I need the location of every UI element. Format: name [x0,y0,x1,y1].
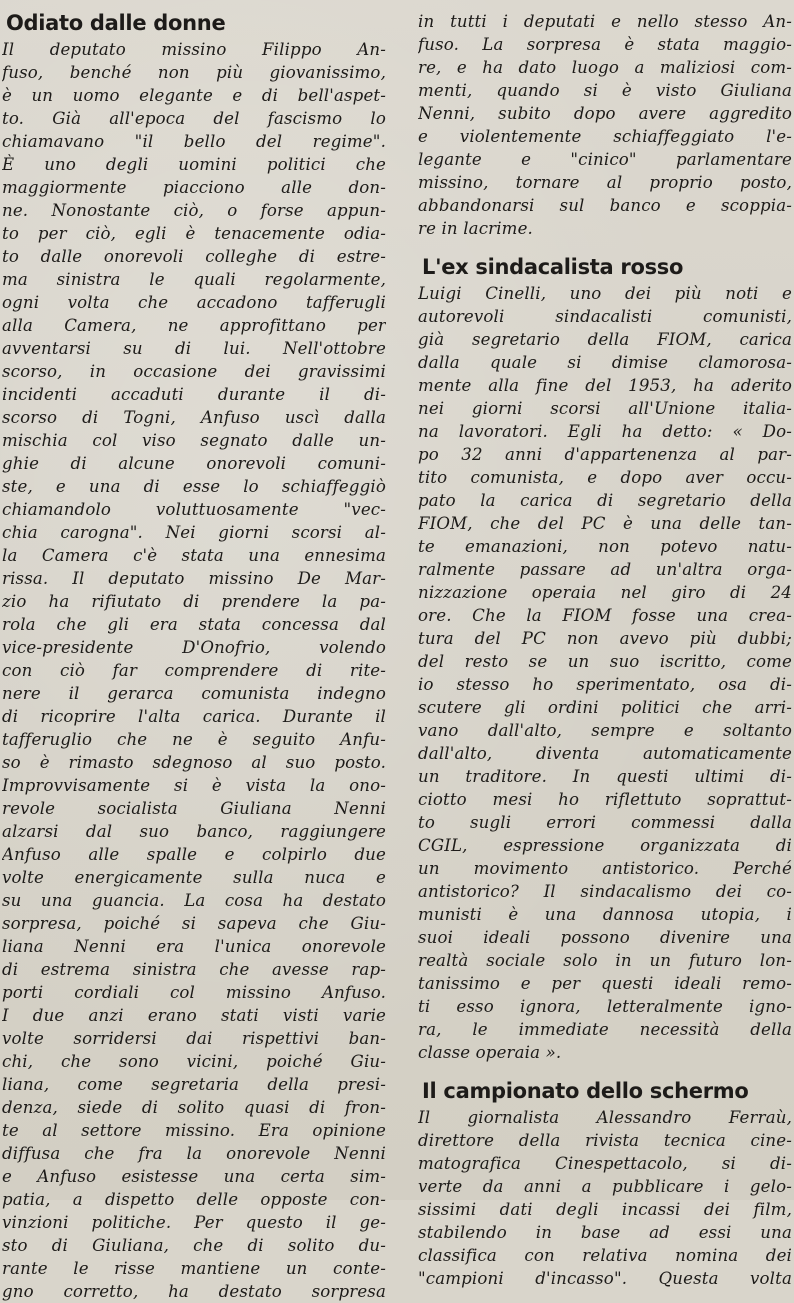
text-line: revole socialista Giuliana Nenni [2,799,386,818]
text-line: re, e ha dato luogo a maliziosi com- [418,58,792,77]
text-line: antistorico? Il sindacalismo dei co- [418,882,792,901]
text-line: volte sorridersi dai rispettivi ban- [2,1029,386,1048]
text-line: liana Nenni era l'unica onorevole [2,937,386,956]
text-line: menti, quando si è visto Giuliana [418,81,792,100]
text-line: porti cordiali col missino Anfuso. [2,983,386,1002]
text-line: classifica con relativa nomina dei [418,1246,792,1265]
headline-odiato-dalle-donne: Odiato dalle donne [6,11,226,35]
text-line: chiamandolo voluttuosamente "vec- [2,500,386,519]
text-line: so è rimasto sdegnoso al suo posto. [2,753,386,772]
text-line: vano dall'alto, sempre e soltanto [418,721,792,740]
text-line: è un uomo elegante e di bell'aspet- [2,86,386,105]
text-line: fuso, benché non più giovanissimo, [2,63,386,82]
text-line: ne. Nonostante ciò, o forse appun- [2,201,386,220]
headline-ex-sindacalista-rosso: L'ex sindacalista rosso [422,255,684,279]
text-line: nei giorni scorsi all'Unione italia- [418,399,792,418]
text-line: con ciò far comprendere di rite- [2,661,386,680]
article-body-campionato [418,1106,792,1290]
text-line: Nenni, subito dopo avere aggredito [418,104,792,123]
text-line: rissa. Il deputato missino De Mar- [2,569,386,588]
text-line: "campioni d'incasso". Questa volta [418,1269,792,1288]
text-line: già segretario della FIOM, carica [418,330,792,349]
text-line: ti esso ignora, letteralmente igno- [418,997,792,1016]
text-line: abbandonarsi sul banco e scoppia- [418,196,792,215]
left-column [2,10,386,1303]
text-line: alzarsi dal suo banco, raggiungere [2,822,386,841]
text-line: sto di Giuliana, che di solito du- [2,1236,386,1255]
text-line: to sugli errori commessi dalla [418,813,792,832]
text-line: I due anzi erano stati visti varie [2,1006,386,1025]
text-line: maggiormente piacciono alle don- [2,178,386,197]
right-column [418,10,792,1290]
text-line: legante e "cinico" parlamentare [418,150,792,169]
text-line: na lavoratori. Egli ha detto: « Do- [418,422,792,441]
text-line: in tutti i deputati e nello stesso An- [418,12,792,31]
text-line: vinzioni politiche. Per questo il ge- [2,1213,386,1232]
text-line: ore. Che la FIOM fosse una crea- [418,606,792,625]
text-line: alla Camera, ne approfittano per [2,316,386,335]
text-line: matografica Cinespettacolo, si di- [418,1154,792,1173]
text-line: FIOM, che del PC è una delle tan- [418,514,792,533]
text-line: te emanazioni, non potevo natu- [418,537,792,556]
text-line: un traditore. In questi ultimi di- [418,767,792,786]
text-line: dalla quale si dimise clamorosa- [418,353,792,372]
text-line: chia carogna". Nei giorni scorsi al- [2,523,386,542]
text-line: rante le risse mantiene un conte- [2,1259,386,1278]
text-line: Anfuso alle spalle e colpirlo due [2,845,386,864]
text-line: munisti è una dannosa utopia, i [418,905,792,924]
text-line: di estrema sinistra che avesse rap- [2,960,386,979]
text-line: e violentemente schiaffeggiato l'e- [418,127,792,146]
text-line: verte da anni a pubblicare i gelo- [418,1177,792,1196]
text-line: autorevoli sindacalisti comunisti, [418,307,792,326]
text-line: liana, come segretaria della presi- [2,1075,386,1094]
text-line: classe operaia ». [418,1043,562,1062]
text-line: Improvvisamente si è vista la ono- [2,776,386,795]
text-line: scutere gli ordini politici che arri- [418,698,792,717]
text-line: la Camera c'è stata una ennesima [2,546,386,565]
text-line: ghie di alcune onorevoli comuni- [2,454,386,473]
article-body-odiato [2,38,386,1303]
text-line: to. Già all'epoca del fascismo lo [2,109,386,128]
text-line: del resto se un suo iscritto, come [418,652,792,671]
article-continuation-odiato [418,10,792,240]
text-line: patia, a dispetto delle opposte con- [2,1190,386,1209]
text-line: di ricoprire l'alta carica. Durante il [2,707,386,726]
text-line: sissimi dati degli incassi dei film, [418,1200,792,1219]
text-line: Il deputato missino Filippo An- [2,40,386,59]
text-line: te al settore missino. Era opinione [2,1121,386,1140]
text-line: chi, che sono vicini, poiché Giu- [2,1052,386,1071]
text-line: to dalle onorevoli colleghe di estre- [2,247,386,266]
article-body-sindacalista [418,282,792,1064]
text-line: ste, e una di esse lo schiaffeggiò [2,477,386,496]
text-line: chiamavano "il bello del regime". [2,132,386,151]
text-line: io stesso ho sperimentato, osa di- [418,675,792,694]
text-line: scorso di Togni, Anfuso uscì dalla [2,408,386,427]
text-line: po 32 anni d'appartenenza al par- [418,445,792,464]
text-line: un movimento antistorico. Perché [418,859,792,878]
text-line: suoi ideali possono divenire una [418,928,792,947]
text-line: diffusa che fra la onorevole Nenni [2,1144,386,1163]
text-line: tanissimo e per questi ideali remo- [418,974,792,993]
text-line: rola che gli era stata concessa dal [2,615,386,634]
text-line: vice-presidente D'Onofrio, volendo [2,638,386,657]
text-line: avventarsi su di lui. Nell'ottobre [2,339,386,358]
text-line: su una guancia. La cosa ha destato [2,891,386,910]
text-line: scorso, in occasione dei gravissimi [2,362,386,381]
text-line: fuso. La sorpresa è stata maggio- [418,35,792,54]
text-line: tura del PC non avevo più dubbi; [418,629,792,648]
headline-campionato-dello-schermo: Il campionato dello schermo [422,1079,749,1103]
text-line: sorpresa, poiché si sapeva che Giu- [2,914,386,933]
text-line: volte energicamente sulla nuca e [2,868,386,887]
text-line: missino, tornare al proprio posto, [418,173,792,192]
text-line: incidenti accaduti durante il di- [2,385,386,404]
text-line: È uno degli uomini politici che [2,155,386,174]
text-line: e Anfuso esistesse una certa sim- [2,1167,386,1186]
text-line: nere il gerarca comunista indegno [2,684,386,703]
text-line: mente alla fine del 1953, ha aderito [418,376,792,395]
text-line: pato la carica di segretario della [418,491,792,510]
text-line: ma sinistra le quali regolarmente, [2,270,386,289]
text-line: nizzazione operaia nel giro di 24 [418,583,792,602]
text-line: Luigi Cinelli, uno dei più noti e [418,284,792,303]
text-line: ogni volta che accadono tafferugli [2,293,386,312]
text-line: denza, siede di solito quasi di fron- [2,1098,386,1117]
text-line: mischia col viso segnato dalle un- [2,431,386,450]
text-line: gno corretto, ha destato sorpresa [2,1282,386,1301]
text-line: to per ciò, egli è tenacemente odia- [2,224,386,243]
text-line: Il giornalista Alessandro Ferraù, [418,1108,792,1127]
text-line: ra, le immediate necessità della [418,1020,792,1039]
text-line: realtà sociale solo in un futuro lon- [418,951,792,970]
text-line: stabilendo in base ad essi una [418,1223,792,1242]
text-line: tito comunista, e dopo aver occu- [418,468,792,487]
text-line: tafferuglio che ne è seguito Anfu- [2,730,386,749]
text-line: dall'alto, diventa automaticamente [418,744,792,763]
text-line: zio ha rifiutato di prendere la pa- [2,592,386,611]
text-line: CGIL, espressione organizzata di [418,836,792,855]
text-line: ralmente passare ad un'altra orga- [418,560,792,579]
text-line: direttore della rivista tecnica cine- [418,1131,792,1150]
text-line: re in lacrime. [418,219,533,238]
text-line: ciotto mesi ho riflettuto soprattut- [418,790,792,809]
